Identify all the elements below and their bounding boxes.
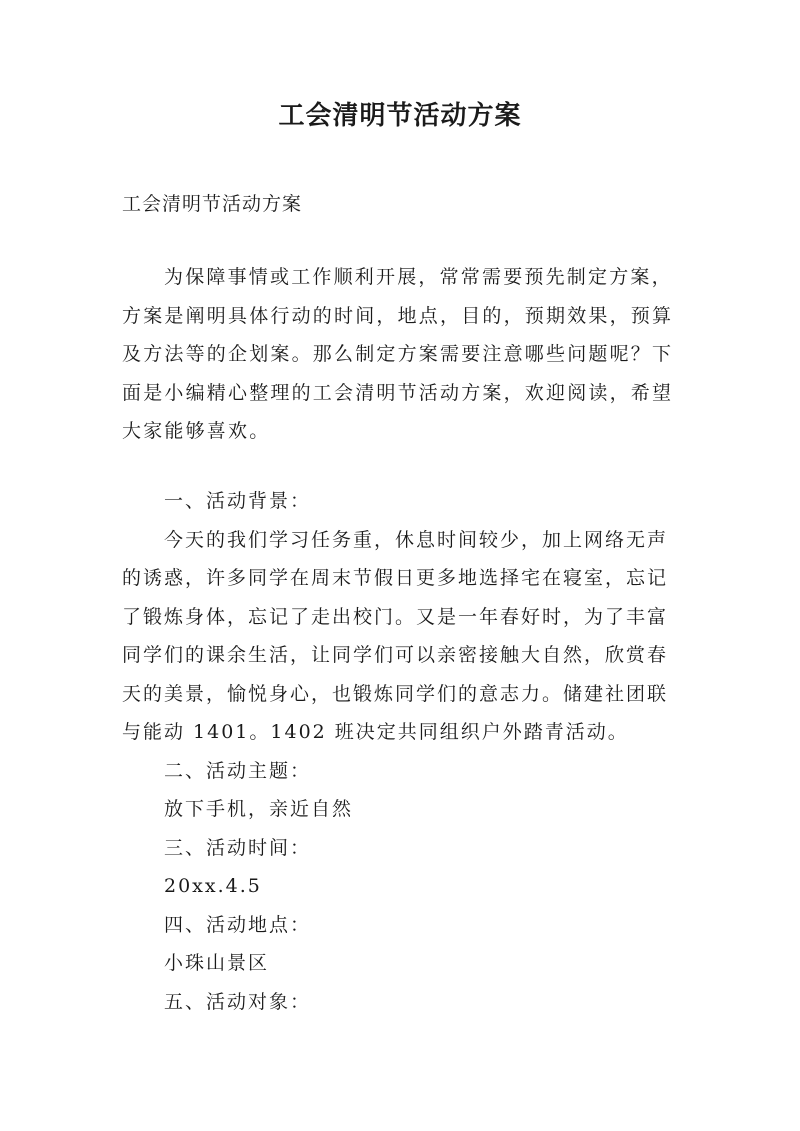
- background-line: 与能动 1401。1402 班决定共同组织户外踏青活动。: [122, 721, 629, 743]
- intro-paragraph: [122, 258, 688, 451]
- background-line: 的诱惑，许多同学在周末节假日更多地选择宅在寝室，忘记: [122, 567, 669, 589]
- intro-line: 方案是阐明具体行动的时间，地点，目的，预期效果，预算: [122, 304, 674, 327]
- section-heading-time: 三、活动时间：: [164, 836, 312, 859]
- intro-line: 及方法等的企划案。那么制定方案需要注意哪些问题呢？下: [122, 343, 674, 365]
- background-line: 天的美景，愉悦身心，也锻炼同学们的意志力。储建社团联: [122, 682, 669, 705]
- time-value: 20xx.4.5: [164, 875, 262, 897]
- sections-block: [122, 482, 688, 1021]
- theme-value: 放下手机，亲近自然: [164, 798, 354, 820]
- intro-line: 面是小编精心整理的工会清明节活动方案，欢迎阅读，希望: [122, 381, 674, 404]
- section-heading-background: 一、活动背景：: [164, 490, 312, 512]
- section-heading-location: 四、活动地点：: [164, 913, 312, 936]
- document-title: 工会清明节活动方案: [278, 101, 522, 131]
- section-heading-participants: 五、活动对象：: [164, 990, 312, 1013]
- document-subtitle: 工会清明节活动方案: [122, 193, 303, 215]
- intro-line: 大家能够喜欢。: [122, 420, 271, 442]
- background-line: 同学们的课余生活，让同学们可以亲密接触大自然，欣赏春: [122, 644, 669, 666]
- background-line: 今天的我们学习任务重，休息时间较少，加上网络无声: [164, 528, 669, 551]
- location-value: 小珠山景区: [164, 952, 270, 974]
- section-heading-theme: 二、活动主题：: [164, 759, 312, 782]
- intro-line: 为保障事情或工作顺利开展，常常需要预先制定方案，: [164, 266, 673, 288]
- background-line: 了锻炼身体，忘记了走出校门。又是一年春好时，为了丰富: [122, 605, 669, 628]
